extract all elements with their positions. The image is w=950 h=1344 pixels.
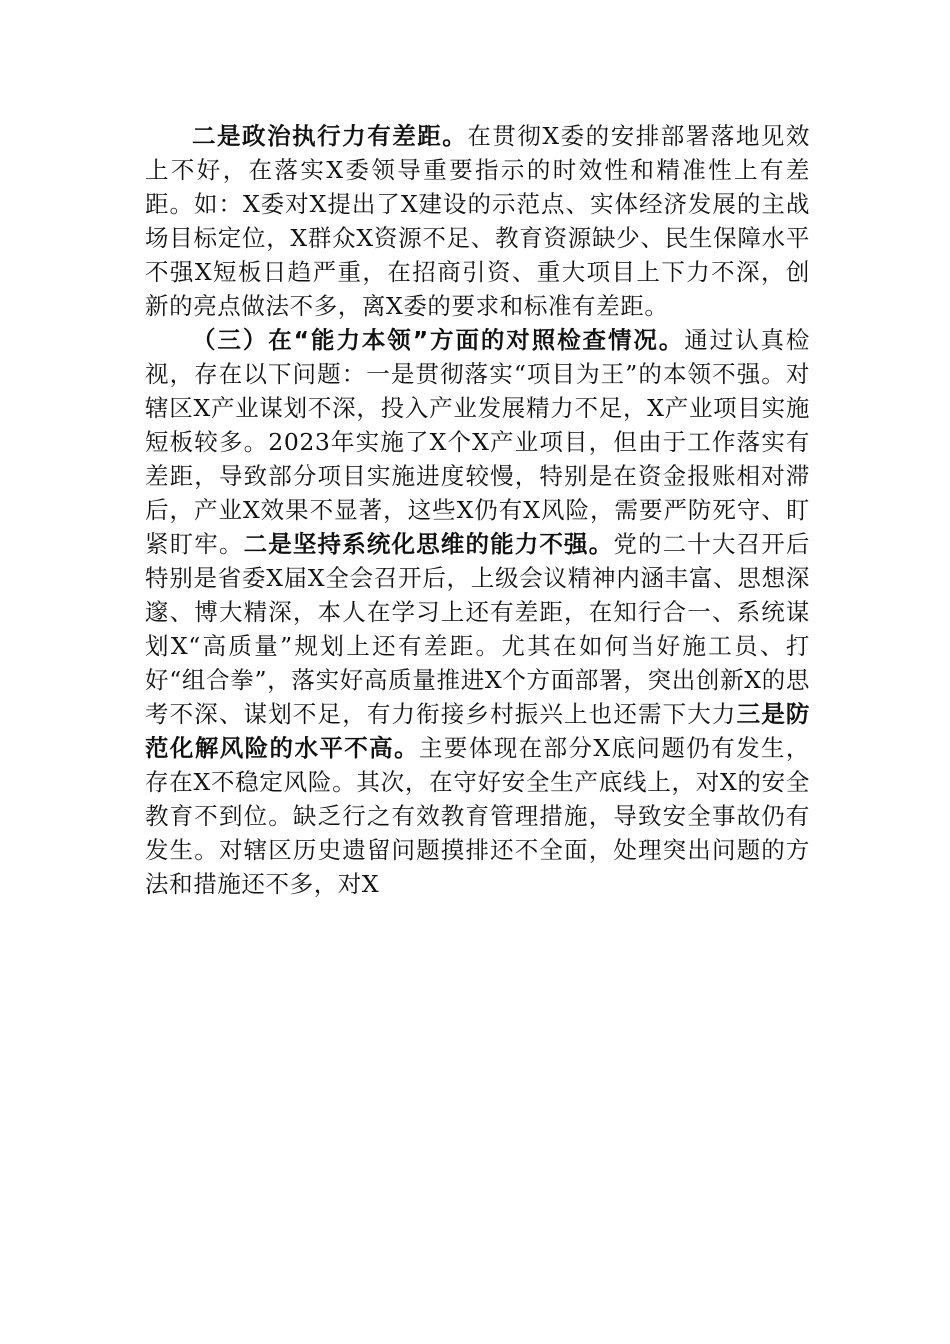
body-risk-prevention: 主要体现在部分X底问题仍有发生，存在X不稳定风险。其次，在守好安全生产底线上，对X的安全教育不到位。缺乏行之有效教育管理措施，导致安全事故仍有发生。对辖区历史遗留问题摸排还不全面，处理突出问题的方法和措施还不多，对X [145,734,810,898]
heading-political-execution: 二是政治执行力有差距。 [192,122,468,150]
paragraph-ability-check [145,323,810,901]
body-political-execution: 在贯彻X委的安排部署落地见效上不好，在落实X委领导重要指示的时效性和精准性上有差距。如：X委对X提出了X建设的示范点、实体经济发展的主战场目标定位，X群众X资源不足、教育资源缺少、民生保障水平不强X短板日趋严重，在招商引资、重大项目上下力不深，创新的亮点做法不多，离X委的要求和标准有差距。 [145,122,810,320]
document-page [145,119,810,901]
body-ability-check: 通过认真检视，存在以下问题：一是贯彻落实“项目为王”的本领不强。对辖区X产业谋划不深，投入产业发展精力不足，X产业项目实施短板较多。2023年实施了X个X产业项目，但由于工作落实有差距，导致部分项目实施进度较慢，特别是在资金报账相对滞后，产业X效果不显著，这些X仍有X风险，需要严防死守、盯紧盯牢。 [145,326,811,558]
heading-risk-prevention: 三是防范化解风险的水平不高。 [145,700,810,762]
paragraph-political-execution [145,119,810,323]
heading-systematic-thinking: 二是坚持系统化思维的能力不强。 [243,530,614,558]
heading-ability-check: （三）在“能力本领”方面的对照检查情况。 [192,326,685,354]
body-systematic-thinking: 党的二十大召开后特别是省委X届X全会召开后，上级会议精神内涵丰富、思想深邃、博大精深，本人在学习上还有差距，在知行合一、系统谋划X“高质量”规划上还有差距。尤其在如何当好施工员、打好“组合拳”，落实好高质量推进X个方面部署，突出创新X的思考不深、谋划不足，有力衔接乡村振兴上也还需下大力 [145,530,811,728]
